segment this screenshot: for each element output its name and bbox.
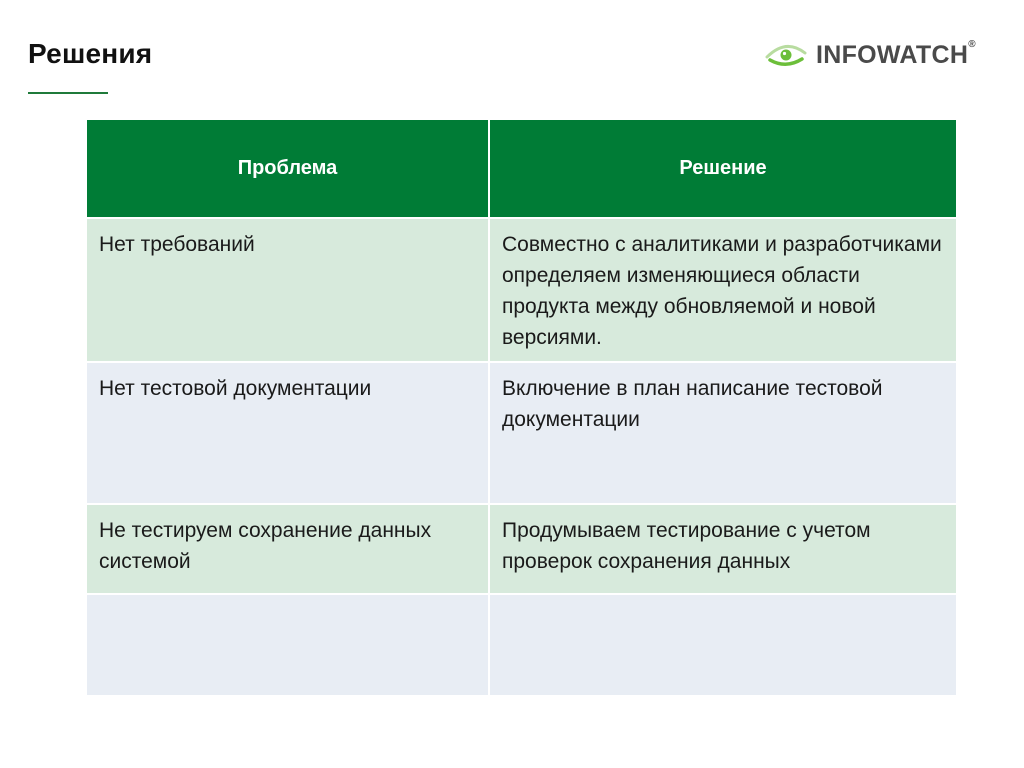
table-header-row — [86, 119, 957, 218]
solution-cell: Совместно с аналитиками и разработчиками определяем изменяющиеся области продукта между обновляемой и новой версиями. — [489, 218, 957, 362]
registered-mark: ® — [968, 38, 976, 50]
problem-cell: Нет требований — [86, 218, 489, 362]
solutions-table — [85, 118, 958, 697]
table-row — [86, 594, 957, 696]
header-solution: Решение — [489, 119, 957, 218]
solution-cell: Продумываем тестирование с учетом проверок сохранения данных — [489, 504, 957, 594]
header-problem: Проблема — [86, 119, 489, 218]
problem-cell: Нет тестовой документации — [86, 362, 489, 504]
table-row — [86, 504, 957, 594]
eye-icon — [764, 40, 808, 70]
logo-wordmark: INFOWATCH — [816, 40, 969, 69]
solution-cell — [489, 594, 957, 696]
problem-cell: Не тестируем сохранение данных системой — [86, 504, 489, 594]
infowatch-logo — [764, 40, 976, 70]
logo-text — [816, 38, 976, 70]
table-row — [86, 362, 957, 504]
problem-cell — [86, 594, 489, 696]
table-row — [86, 218, 957, 362]
title-underline — [28, 92, 108, 94]
slide-title: Решения — [28, 38, 153, 69]
solution-cell: Включение в план написание тестовой документации — [489, 362, 957, 504]
